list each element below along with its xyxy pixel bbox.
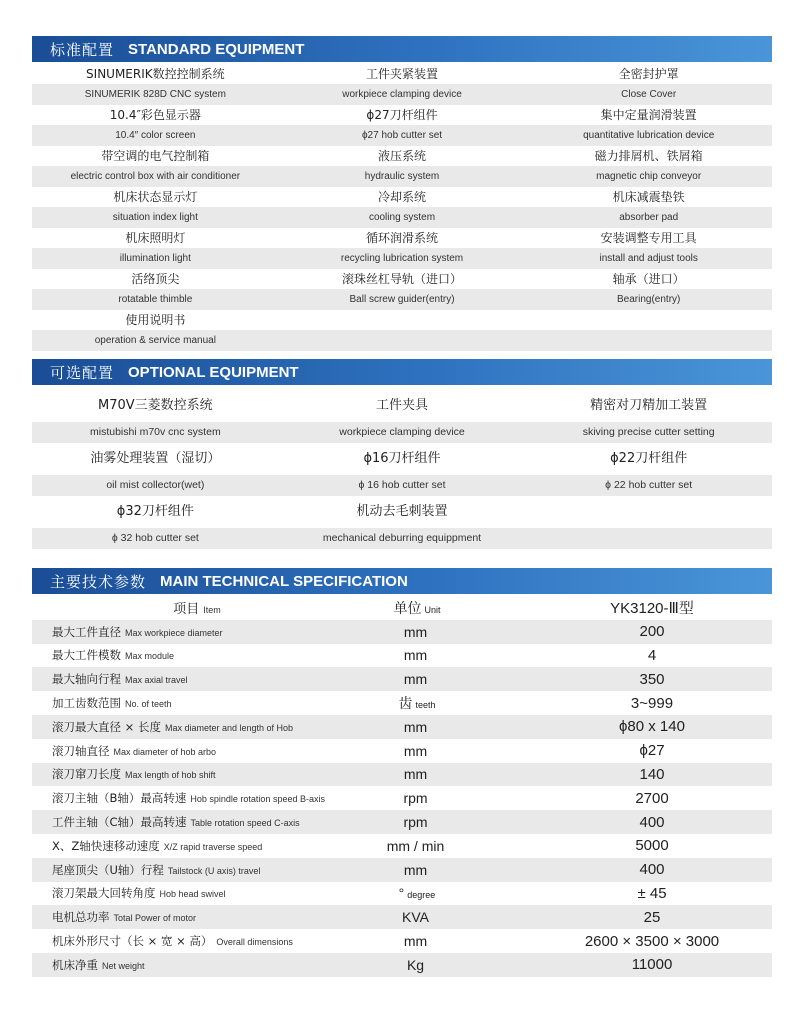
spec-unit-text: mm [403,742,428,759]
spec-item-en: Max axial travel [125,675,188,686]
banner-title-zh: 标准配置 [50,40,115,59]
spec-item-zh: 电机总功率 [52,910,110,925]
item-name-en: Ball screw guider(entry) [349,294,455,305]
spec-row [32,620,772,644]
spec-unit [362,719,472,735]
spec-item [32,909,362,925]
header-item-zh: 项目 [173,602,200,618]
item-name-en: ϕ 16 hob cutter set [358,479,446,491]
spec-unit-text: mm [403,933,428,950]
spec-unit-text: mm [403,718,428,735]
item-name-en: hydraulic system [364,171,440,182]
spec-value: 4 [647,646,657,664]
spec-value: 2700 [635,789,669,807]
spec-item-en: Table rotation speed C-axis [190,818,300,829]
banner-title-en: MAIN TECHNICAL SPECIFICATION [160,572,408,590]
item-name-en: quantitative lubrication device [583,130,715,141]
item-name-en: recycling lubrication system [340,253,464,264]
item-name-en [525,330,772,351]
spec-unit-en: degree [407,890,436,901]
spec-unit-text: mm / min [386,837,445,854]
spec-item [32,647,362,663]
spec-item-en: X/Z rapid traverse speed [163,841,263,852]
spec-unit [362,933,472,949]
item-name-zh: 循环润滑系统 [366,231,439,245]
spec-item-en: Max length of hob shift [125,770,216,781]
spec-value: 25 [643,908,661,926]
spec-unit [362,790,472,806]
standard-equipment-list [32,64,772,351]
spec-row [32,953,772,977]
spec-value: ϕ27 [639,742,665,760]
item-name-zh: 10.4″彩色显示器 [109,108,201,122]
item-name-en: install and adjust tools [599,253,698,264]
spec-item [32,671,362,687]
item-name-en: SINUMERIK 828D CNC system [84,89,226,100]
spec-item-zh: 机床外形尺寸（长 × 宽 × 高） [52,934,213,949]
item-row-zh [32,390,772,422]
item-name-zh: 工件夹具 [376,398,429,413]
item-row-zh [32,105,772,125]
item-name-en: workpiece clamping device [339,426,465,438]
item-row-en [32,248,772,269]
spec-row [32,644,772,668]
item-name-en: situation index light [112,212,198,223]
spec-unit [362,957,472,973]
spec-value: 5000 [635,837,669,855]
item-row-zh [32,310,772,330]
spec-item [32,790,362,806]
spec-value: 200 [639,623,665,641]
spec-item-zh: 滚刀轴直径 [52,743,110,758]
banner-title-en: OPTIONAL EQUIPMENT [128,363,299,381]
item-name-zh: 使用说明书 [125,313,186,327]
header-unit-zh: 单位 [393,599,422,616]
spec-value: 140 [639,765,665,783]
item-row-en [32,528,772,549]
spec-item-en: Overall dimensions [216,937,293,948]
item-name-zh [279,310,526,330]
item-row-zh [32,496,772,528]
item-name-zh: 全密封护罩 [618,67,679,81]
spec-item-zh: 滚刀主轴（B轴）最高转速 [52,791,187,806]
banner-title-zh: 可选配置 [50,363,115,382]
item-name-zh: 安装调整专用工具 [600,231,697,245]
item-name-en: ϕ 32 hob cutter set [111,532,199,544]
spec-item-en: Max diameter and length of Hob [164,722,294,733]
spec-item-en: Max diameter of hob arbo [113,746,217,757]
spec-value: ± 45 [637,884,667,902]
spec-unit [362,671,472,687]
spec-value: ϕ80 x 140 [619,718,685,736]
spec-unit [362,814,472,830]
item-name-en: skiving precise cutter setting [582,426,715,438]
header-unit-en: Unit [424,604,441,615]
spec-unit [362,647,472,663]
item-row-en [32,84,772,105]
spec-row [32,929,772,953]
item-name-zh: 活络顶尖 [131,272,180,286]
spec-item [32,695,362,711]
spec-unit [362,624,472,640]
item-row-en [32,166,772,187]
spec-table [32,596,772,977]
spec-unit [362,885,472,901]
spec-header-row [32,596,772,620]
spec-row [32,691,772,715]
spec-item-en: Hob head swivel [159,889,226,900]
spec-value: 350 [639,670,665,688]
item-row-zh [32,146,772,166]
item-row-zh [32,228,772,248]
spec-unit-en: teeth [415,700,436,711]
item-row-en [32,475,772,496]
spec-unit-text: rpm [403,814,428,831]
item-name-en: rotatable thimble [118,294,193,305]
spec-value: 400 [639,861,665,879]
item-name-en: workpiece clamping device [342,89,462,100]
item-name-en: electric control box with air conditioner [70,171,241,182]
spec-item-en: Total Power of motor [113,913,197,924]
item-name-zh: 机床状态显示灯 [113,190,198,204]
spec-unit-text: mm [403,671,428,688]
spec-unit-text: mm [403,647,428,664]
item-name-en: oil mist collector(wet) [106,479,205,491]
item-name-en: cooling system [368,212,436,223]
spec-row [32,810,772,834]
item-name-en: 10.4″ color screen [115,130,196,141]
spec-unit-text: 齿 [398,695,413,712]
banner-title-en: STANDARD EQUIPMENT [128,40,305,58]
item-row-zh [32,443,772,475]
spec-item-zh: 最大轴向行程 [52,672,121,687]
item-name-zh: SINUMERIK数控控制系统 [86,67,225,81]
header-item-en: Item [203,605,221,616]
item-row-en [32,207,772,228]
item-name-zh: 滚珠丝杠导轨（进口） [342,272,463,286]
item-name-zh: 机动去毛刺装置 [356,504,448,519]
item-name-zh: ϕ27刀杆组件 [366,108,438,122]
spec-item-en: Hob spindle rotation speed B-axis [190,794,325,805]
spec-row [32,834,772,858]
item-name-en: ϕ 22 hob cutter set [605,479,693,491]
item-name-en: absorber pad [619,212,679,223]
spec-item-zh: 滚刀窜刀长度 [52,767,121,782]
spec-row [32,882,772,906]
header-unit [362,598,472,618]
spec-item [32,766,362,782]
spec-item-en: Net weight [102,960,145,971]
spec-unit-text: mm [403,861,428,878]
spec-item [32,933,362,949]
item-name-en [525,528,772,549]
spec-item-zh: 最大工件直径 [52,624,121,639]
item-name-zh: 油雾处理装置（湿切） [90,451,221,466]
item-row-zh [32,64,772,84]
spec-row [32,786,772,810]
spec-unit-text: mm [403,623,428,640]
spec-item [32,743,362,759]
item-row-zh [32,269,772,289]
item-name-en: operation & service manual [94,335,216,346]
banner-title-zh: 主要技术参数 [50,572,147,591]
spec-item [32,885,362,901]
spec-item-zh: 最大工件模数 [52,648,121,663]
header-item [32,598,362,617]
item-name-zh: 带空调的电气控制箱 [101,149,210,163]
spec-row [32,739,772,763]
item-row-zh [32,187,772,207]
item-row-en [32,289,772,310]
spec-value: 2600 × 3500 × 3000 [584,932,720,950]
spec-item-zh: 滚刀最大直径 × 长度 [52,719,161,734]
spec-item [32,719,362,735]
item-name-en: Close Cover [621,89,677,100]
spec-item-en: No. of teeth [125,699,172,710]
item-name-en: mistubishi m70v cnc system [89,426,221,438]
spec-item-zh: 尾座顶尖（U轴）行程 [52,862,164,877]
item-name-zh: ϕ16刀杆组件 [363,451,441,466]
spec-row [32,858,772,882]
item-name-en: magnetic chip conveyor [596,171,702,182]
item-name-zh: 机床照明灯 [125,231,186,245]
spec-unit-text: mm [403,766,428,783]
spec-value: 3~999 [630,694,674,712]
optional-equipment-list [32,390,772,549]
spec-unit-text: rpm [403,790,428,807]
spec-banner [32,568,772,594]
item-name-zh: ϕ22刀杆组件 [610,451,688,466]
spec-item-zh: 工件主轴（C轴）最高转速 [52,815,187,830]
item-name-zh: 集中定量润滑装置 [600,108,697,122]
item-name-zh: 轴承（进口） [612,272,685,286]
spec-unit [362,838,472,854]
item-name-en: ϕ27 hob cutter set [361,130,443,141]
spec-unit [362,743,472,759]
spec-item-en: Max module [125,651,175,662]
item-name-zh: ϕ32刀杆组件 [116,504,194,519]
spec-row [32,715,772,739]
spec-unit [362,862,472,878]
item-name-zh: 磁力排屑机、铁屑箱 [594,149,703,163]
spec-value: 11000 [631,956,673,974]
spec-unit-text: ° [398,885,405,902]
spec-unit [362,909,472,925]
item-name-en: illumination light [119,253,191,264]
item-name-zh: 机床减震垫铁 [612,190,685,204]
spec-unit [362,766,472,782]
item-name-en: Bearing(entry) [617,294,681,305]
spec-item [32,838,362,854]
spec-item-zh: 加工齿数范围 [52,696,121,711]
item-row-en [32,330,772,351]
spec-item [32,957,362,973]
spec-rows [32,620,772,977]
item-name-zh: 精密对刀精加工装置 [590,398,708,413]
standard-equipment-banner [32,36,772,62]
item-name-zh: 液压系统 [378,149,427,163]
spec-row [32,667,772,691]
item-name-zh: 工件夹紧装置 [366,67,439,81]
spec-item-en: Max workpiece diameter [125,627,223,638]
spec-row [32,763,772,787]
item-name-zh [525,496,772,528]
item-name-en [279,330,526,351]
spec-item-zh: 机床净重 [52,957,98,972]
spec-unit-text: KVA [402,909,429,926]
spec-item-en: Tailstock (U axis) travel [167,865,261,876]
spec-item-zh: X、Z轴快速移动速度 [52,838,160,853]
spec-row [32,905,772,929]
spec-item [32,814,362,830]
item-name-zh [525,310,772,330]
spec-unit-text: Kg [406,956,425,973]
item-name-zh: 冷却系统 [378,190,427,204]
spec-item-zh: 滚刀架最大回转角度 [52,886,156,901]
item-name-en: mechanical deburring equippment [322,532,482,544]
optional-equipment-banner [32,359,772,385]
spec-unit [362,693,472,713]
item-row-en [32,125,772,146]
spec-item [32,624,362,640]
item-row-en [32,422,772,443]
item-name-zh: M70V三菱数控系统 [98,398,213,413]
header-model: YK3120-Ⅲ型 [610,600,694,618]
spec-value: 400 [639,813,665,831]
spec-item [32,862,362,878]
